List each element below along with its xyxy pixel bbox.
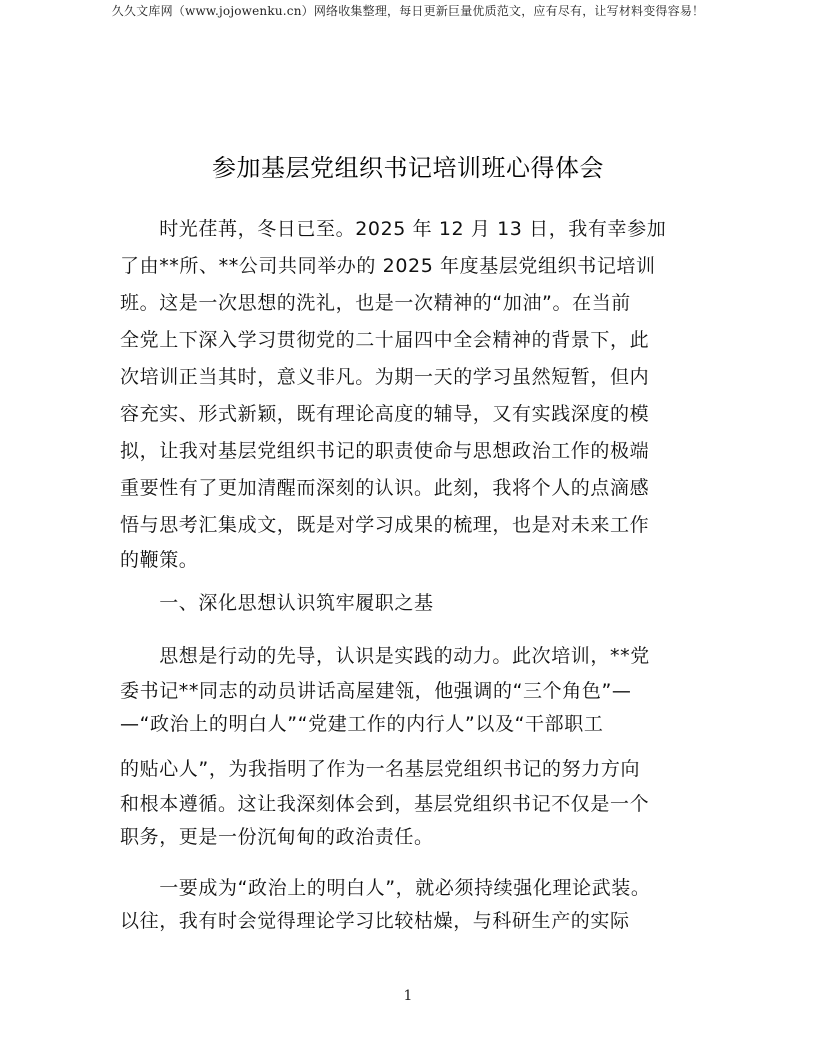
body-line: 拟，让我对基层党组织书记的职责使命与思想政治工作的极端 xyxy=(120,440,650,462)
body-line: 和根本遵循。这让我深刻体会到，基层党组织书记不仅是一个 xyxy=(120,793,650,815)
section-heading: 一、深化思想认识筑牢履职之基 xyxy=(120,592,434,614)
page-number: 1 xyxy=(403,988,413,1004)
body-line: 委书记**同志的动员讲话高屋建瓴，他强调的“三个角色”— xyxy=(120,680,632,702)
body-line: —“政治上的明白人”“党建工作的内行人”以及“干部职工 xyxy=(120,713,604,735)
body-line: 次培训正当其时，意义非凡。为期一天的学习虽然短暂，但内 xyxy=(120,366,650,388)
body-line: 容充实、形式新颖，既有理论高度的辅导，又有实践深度的模 xyxy=(120,403,650,425)
body-line: 了由**所、**公司共同举办的 2025 年度基层党组织书记培训 xyxy=(120,255,656,277)
site-header-note: 久久文库网（www.jojowenku.cn）网络收集整理，每日更新巨量优质范文，应有尽有，让写材料变得容易！ xyxy=(111,4,705,18)
body-line: 职务，更是一份沉甸甸的政治责任。 xyxy=(120,826,434,848)
body-line: 时光荏苒，冬日已至。2025 年 12 月 13 日，我有幸参加 xyxy=(120,218,667,240)
body-line: 的鞭策。 xyxy=(120,549,199,571)
body-line: 班。这是一次思想的洗礼，也是一次精神的“加油”。在当前 xyxy=(120,292,631,314)
body-line: 悟与思考汇集成文，既是对学习成果的梳理，也是对未来工作 xyxy=(120,514,650,536)
document-title: 参加基层党组织书记培训班心得体会 xyxy=(212,154,604,182)
body-line: 思想是行动的先导，认识是实践的动力。此次培训，**党 xyxy=(120,645,650,667)
body-line: 的贴心人”，为我指明了作为一名基层党组织书记的努力方向 xyxy=(120,758,641,780)
body-line: 全党上下深入学习贯彻党的二十届四中全会精神的背景下，此 xyxy=(120,329,650,351)
body-line: 重要性有了更加清醒而深刻的认识。此刻，我将个人的点滴感 xyxy=(120,477,650,499)
body-line: 以往，我有时会觉得理论学习比较枯燥，与科研生产的实际 xyxy=(120,910,630,932)
body-line: 一要成为“政治上的明白人”，就必须持续强化理论武装。 xyxy=(120,877,651,899)
